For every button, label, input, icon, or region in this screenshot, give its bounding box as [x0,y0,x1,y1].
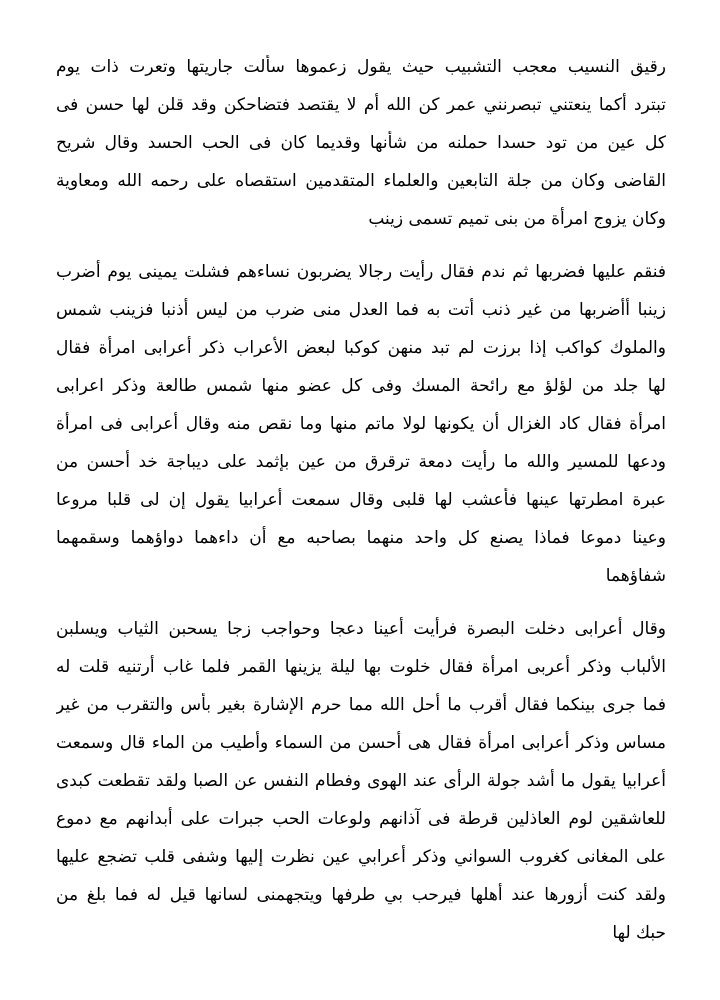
text-line: تبترد أكما ينعتني تبصرنني عمر كن الله أم لا يقتصد فتضاحكن وقد قلن لها حسن فى [56,95,666,115]
text-line: القاضى وكان من جلة التابعين والعلماء المتقدمين استقصاه على رحمه الله ومعاوية [56,171,666,191]
text-line: حبك لها [612,923,666,943]
text-line: والملوك كواكب إذا برزت لم تبد منهن كوكبا لبعض الأعراب ذكر أعرابى امرأة فقال [56,338,666,358]
text-line: ودعها للمسير والله ما رأيت دمعة ترقرق من عين بإثمد على ديباجة خد أحسن من [56,452,666,472]
text-line: أعرابيا يقول ما أشد جولة الرأى عند الهوى وفطام النفس عن الصبا ولقد تقطعت كبدى [56,771,666,791]
text-line: وكان يزوج امرأة من بنى تميم تسمى زينب [368,209,666,229]
text-line: زينبا أأضربها من غير ذنب أتت به فما العدل منى ضرب من ليس أذنبا فزينب شمس [56,300,666,320]
text-line: الألباب وذكر أعربى امرأة فقال خلوت بها ليلة يزينها القمر فلما غاب أرتنيه قلت له [56,657,666,677]
text-line: رقيق النسيب معجب التشبيب حيث يقول زعموها سألت جاريتها وتعرت ذات يوم [56,57,666,77]
text-line: لها جلد من لؤلؤ مع رائحة المسك وفى كل عضو منها شمس طالعة وذكر اعرابى [56,376,666,396]
text-line: ولقد كنت أزورها عند أهلها فيرحب بي طرفها ويتجهمنى لسانها قيل له فما بلغ من [56,885,666,905]
text-line: مساس وذكر أعرابى امرأة فقال هى أحسن من السماء وأطيب من الماء قال وسمعت [56,733,666,753]
text-line: امرأة فقال كاد الغزال أن يكونها لولا ماتم منها وما نقص منه وقال أعرابى فى امرأة [56,414,666,434]
text-line: على المغانى كغروب السواني وذكر أعرابي عين نظرت إليها وشفى قلب تضجع عليها [56,847,666,867]
text-line: وقال أعرابى دخلت البصرة فرأيت أعينا دعجا وحواجب زجا يسحبن الثياب ويسلبن [56,619,666,639]
text-line: للعاشقين لوم العاذلين قرطة فى آذانهم ولوعات الحب جبرات على أبدانهم مع دموع [56,809,666,829]
text-line: فما جرى بينكما فقال أقرب ما أحل الله مما حرم الإشارة بغير بأس والتقرب من غير [56,695,666,715]
text-line: وعينا دموعا فماذا يصنع كل واحد منهما بصاحبه مع أن داءهما دواؤهما وسقمهما [56,528,666,548]
text-line: كل عين من تود حسدا حملنه من شأنها وقديما كان فى الحب الحسد وقال شريح [56,133,666,153]
text-line: فنقم عليها فضربها ثم ندم فقال رأيت رجالا يضربون نساءهم فشلت يمينى يوم أضرب [56,262,666,282]
text-line: عبرة امطرتها عينها فأعشب لها قلبى وقال سمعت أعرابيا يقول إن لى قلبا مروعا [56,490,666,510]
text-line: شفاؤهما [605,566,666,586]
